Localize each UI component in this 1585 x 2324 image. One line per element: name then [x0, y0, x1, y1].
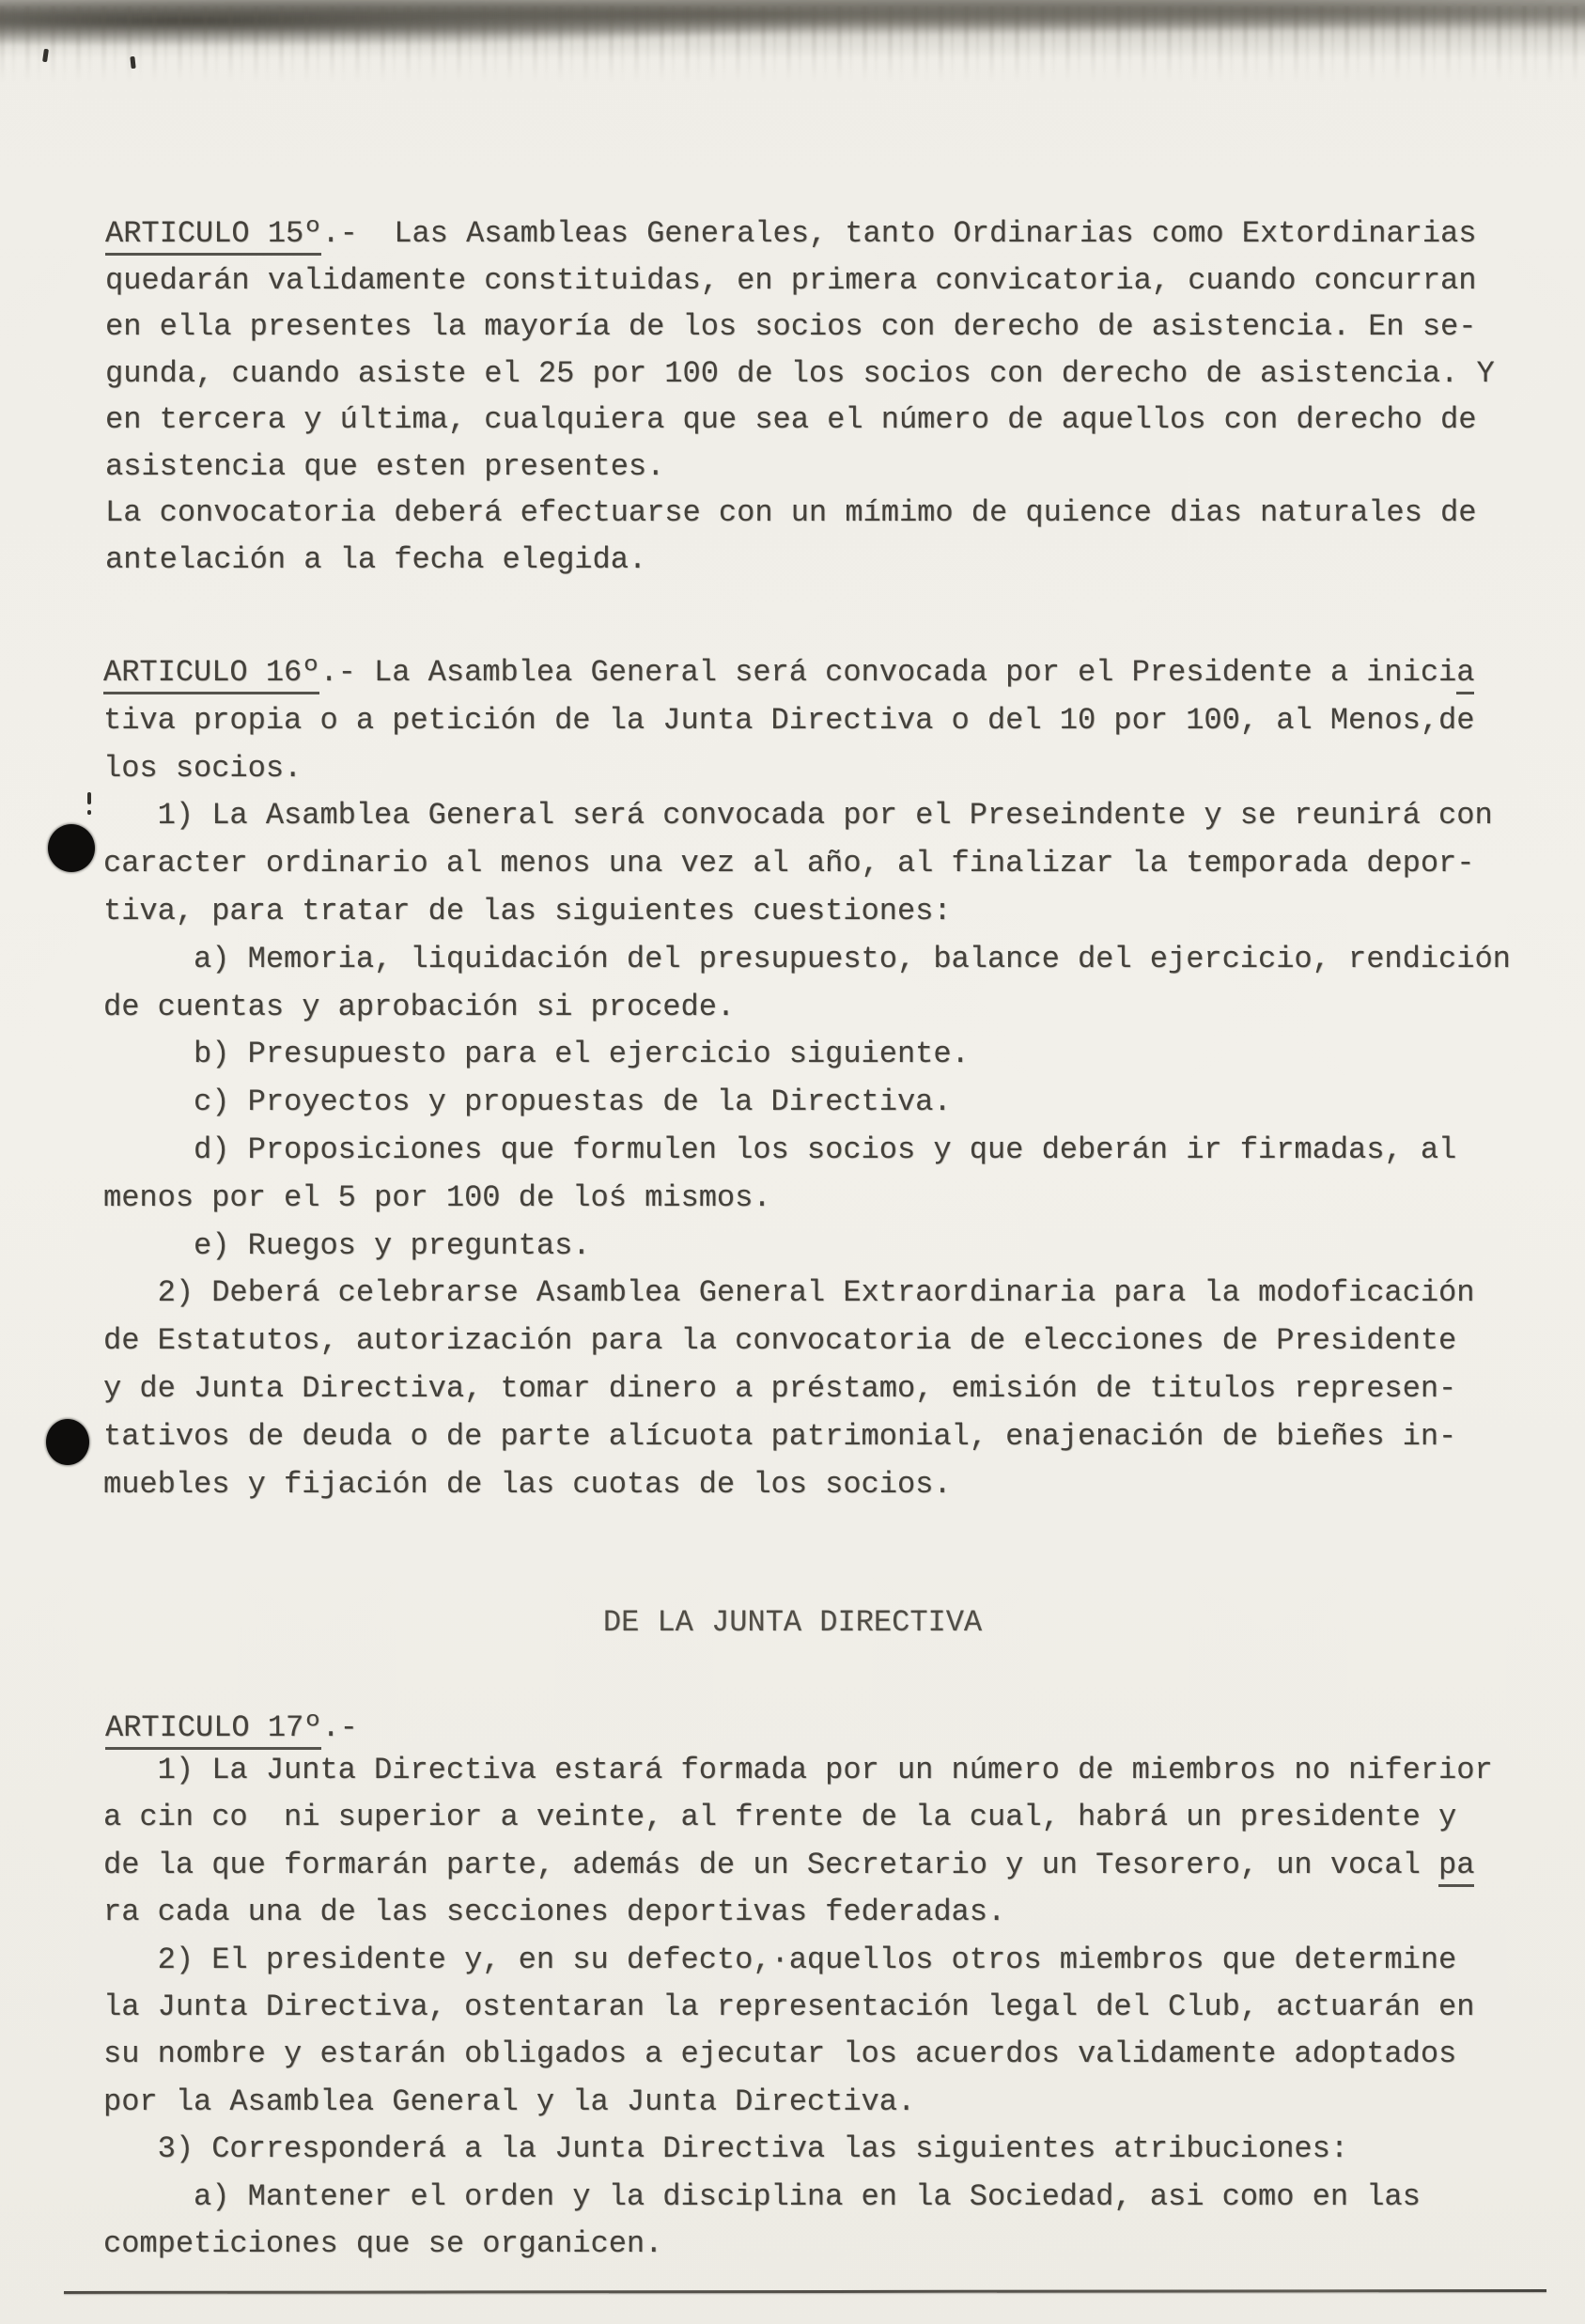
text-line: ARTICULO 16º.- La Asamblea General será convocada por el Presidente a inicia [103, 649, 1511, 697]
text-line: asistencia que esten presentes. [105, 448, 665, 484]
text-line: ra cada una de las secciones deportivas federadas. [103, 1895, 1006, 1930]
text-line: la Junta Directiva, ostentaran la representación legal del Club, actuarán en [103, 1989, 1475, 2025]
text-line: antelación a la fecha elegida. [105, 541, 647, 577]
hole-punch-dot [46, 1419, 89, 1465]
hole-punch-dot [48, 824, 95, 872]
text-line: en tercera y última, cualquiera que sea el número de aquellos con derecho de [105, 402, 1477, 437]
text-line: de Estatutos, autorización para la convocatoria de elecciones de Presidente [103, 1323, 1457, 1359]
text-line: 1) La Asamblea General será convocada por el Preseindente y se reunirá con [103, 798, 1493, 834]
text-line: ARTICULO 17º.- [105, 1705, 358, 1752]
text-line: tativos de deuda o de parte alícuota patrimonial, enajenación de bieñes in- [103, 1418, 1457, 1454]
section-heading: DE LA JUNTA DIRECTIVA [602, 1605, 983, 1640]
text-line: de la que formarán parte, además de un Secretario y un Tesorero, un vocal pa [103, 1842, 1493, 1889]
paragraph-articulo-17 [103, 1747, 1493, 2268]
paragraph-articulo-15 [105, 211, 1495, 583]
text-line: ARTICULO 15º.- Las Asambleas Generales, tanto Ordinarias como Extordinarias [105, 211, 1495, 257]
text-line: de cuentas y aprobación si procede. [103, 989, 736, 1024]
text-line: a) Mantener el orden y la disciplina en la Sociedad, asi como en las [103, 2178, 1421, 2214]
text-line: tiva, para tratar de las siguientes cuestiones: [103, 893, 952, 928]
text-line: 2) El presidente y, en su defecto,·aquellos otros miembros que determine [103, 1942, 1457, 1977]
text-line: a cin co ni superior a veinte, al frente de la cual, habrá un presidente y [103, 1800, 1457, 1835]
text-line: gunda, cuando asiste el 25 por 100 de los socios con derecho de asistencia. Y [105, 355, 1495, 391]
text-line: La convocatoria deberá efectuarse con un mímimo de quience dias naturales de [105, 495, 1477, 530]
stray-mark-exclamation [87, 792, 91, 804]
text-line: a) Memoria, liquidación del presupuesto, balance del ejercicio, rendición [103, 941, 1511, 976]
text-line: c) Proyectos y propuestas de la Directiva. [103, 1084, 952, 1120]
stray-mark-exclamation-dot [87, 810, 91, 815]
text-line: competiciones que se organicen. [103, 2226, 663, 2262]
text-line: su nombre y estarán obligados a ejecutar los acuerdos validamente adoptados [103, 2036, 1457, 2072]
scanner-smudge-streaks [0, 6, 1585, 96]
text-line: en ella presentes la mayoría de los socios con derecho de asistencia. En se- [105, 309, 1477, 344]
scan-bottom-line [64, 2289, 1546, 2294]
text-line: por la Asamblea General y la Junta Directiva. [103, 2083, 916, 2119]
text-line: los socios. [103, 750, 303, 786]
text-line: menos por el 5 por 100 de loś mismos. [103, 1179, 771, 1215]
paragraph-articulo-16 [103, 649, 1511, 1508]
text-line: 3) Corresponderá a la Junta Directiva las siguientes atribuciones: [103, 2131, 1349, 2167]
heading-articulo-17 [105, 1705, 358, 1752]
text-line: 1) La Junta Directiva estará formada por un número de miembros no niferior [103, 1753, 1493, 1787]
text-line: caracter ordinario al menos una vez al año, al finalizar la temporada depor- [103, 846, 1475, 881]
text-line: muebles y fijación de las cuotas de los socios. [103, 1466, 952, 1502]
text-line: quedarán validamente constituidas, en primera convicatoria, cuando concurran [105, 262, 1477, 298]
text-line: y de Junta Directiva, tomar dinero a préstamo, emisión de titulos represen- [103, 1370, 1457, 1406]
text-line: 2) Deberá celebrarse Asamblea General Extraordinaria para la modoficación [103, 1275, 1475, 1311]
text-line: e) Ruegos y preguntas. [103, 1227, 591, 1263]
text-line: d) Proposiciones que formulen los socios y que deberán ir firmadas, al [103, 1131, 1457, 1167]
text-line: tiva propia o a petición de la Junta Directiva o del 10 por 100, al Menos,de [103, 702, 1475, 738]
text-line: b) Presupuesto para el ejercicio siguiente. [103, 1037, 970, 1072]
